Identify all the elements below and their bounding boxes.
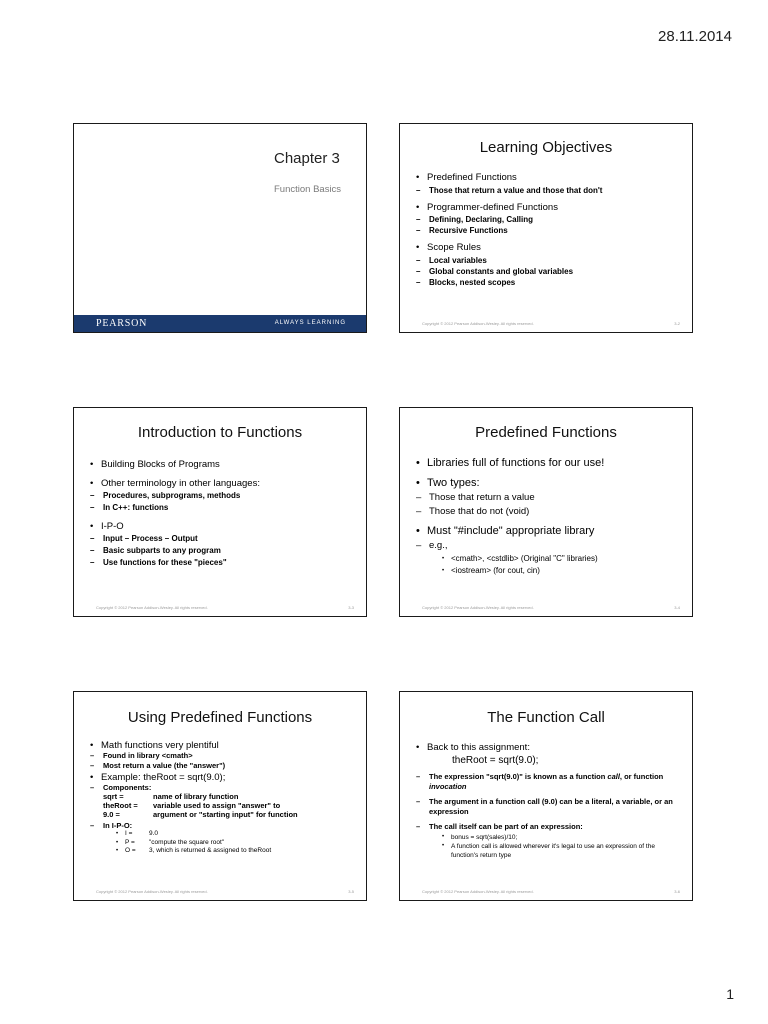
slide-body [416,172,682,288]
slide-title: Learning Objectives [479,139,613,156]
slide-title: The Function Call [487,709,605,726]
slide-number: 3-3 [348,605,354,610]
sub-sub-bullet: • <cmath>, <cstdlib> (Original "C" libraries) [442,553,682,565]
ipo-desc: 3, which is returned & assigned to theRoot [149,847,272,854]
ipo-desc: "compute the square root" [149,838,225,846]
slide-title: Introduction to Functions [137,424,303,441]
sub-bullet: – Components: [90,783,356,792]
copyright: Copyright © 2012 Pearson Addison-Wesley. All rights reserved. [96,889,208,894]
copyright: Copyright © 2012 Pearson Addison-Wesley. All rights reserved. [96,605,208,610]
slide-body [416,456,682,577]
slide-number: 3-6 [674,889,680,894]
sub-bullet [416,772,682,792]
slide-number: 3-5 [348,889,354,894]
copyright: Copyright © 2012 Pearson Addison-Wesley. All rights reserved. [422,321,534,326]
component-row [103,801,356,810]
sub-bullet: – Use functions for these "pieces" [90,557,356,569]
components-table [90,792,356,819]
copyright: Copyright © 2012 Pearson Addison-Wesley. All rights reserved. [422,605,534,610]
component-desc: name of library function [153,792,239,801]
bullet: • Programmer-defined Functions [416,202,682,215]
component-row [103,810,356,819]
slide-3 [73,407,367,617]
bullet: • Building Blocks of Programs [90,458,356,471]
text-run: , or function [619,772,664,781]
sub-bullet: – Input – Process – Output [90,533,356,545]
component-row [103,792,356,801]
bullet: • I-P-O [90,520,356,533]
slide-body [90,458,356,569]
code-line: theRoot = sqrt(9.0); [452,755,539,766]
slide-1 [73,123,367,333]
ipo-item [116,839,356,848]
print-date: 28.11.2014 [658,28,732,45]
ipo-list [90,830,356,856]
bullet: • Back to this assignment: [416,742,682,754]
slide-body [90,740,356,856]
sub-sub-bullet: • <iostream> (for cout, cin) [442,565,682,577]
sub-sub-list [416,833,682,860]
bullet: • Predefined Functions [416,172,682,185]
sub-bullet: – The argument in a function call (9.0) can be a literal, a variable, or an expression [416,797,682,817]
ipo-term: O = [125,847,136,854]
component-desc: argument or "starting input" for function [153,810,298,819]
sub-bullet: – Local variables [416,255,682,266]
sub-bullet: – Basic subparts to any program [90,545,356,557]
emphasis: invocation [429,782,467,791]
page-number: 1 [726,986,734,1002]
sub-bullet: – Global constants and global variables [416,266,682,277]
slide-5 [73,691,367,901]
slide-body [416,742,682,860]
bullet: • Two types: [416,476,682,491]
component-term: theRoot = [103,801,138,810]
sub-bullet: – Found in library <cmath> [90,751,356,761]
slide-6 [399,691,693,901]
ipo-term: P = [125,838,135,846]
ipo-term: I = [125,830,133,837]
component-desc: variable used to assign "answer" to [153,801,281,810]
sub-bullet: – e.g., [416,539,682,553]
sub-bullet: – Most return a value (the "answer") [90,761,356,771]
bullet: • Libraries full of functions for our use! [416,456,682,471]
slide-number: 3-2 [674,321,680,326]
bullet: • Other terminology in other languages: [90,477,356,490]
sub-sub-bullet: • bonus = sqrt(sales)/10; [442,833,682,842]
sub-bullet: – Defining, Declaring, Calling [416,214,682,225]
ipo-item [116,847,356,856]
slide-2 [399,123,693,333]
pearson-logo: PEARSON [96,318,148,329]
slide-subtitle: Function Basics [274,184,342,195]
component-term: 9.0 = [103,810,120,819]
sub-bullet: – Those that do not (void) [416,505,682,519]
bullet: • Example: theRoot = sqrt(9.0); [90,772,356,783]
slide-number: 3-4 [674,605,680,610]
component-term: sqrt = [103,792,124,801]
bullet: • Math functions very plentiful [90,740,356,751]
sub-bullet: – In I-P-O: [90,821,356,830]
slide-title: Using Predefined Functions [127,709,313,726]
sub-sub-list [416,553,682,577]
sub-bullet: – Those that return a value and those that don't [416,185,682,196]
sub-bullet: – Recursive Functions [416,225,682,236]
emphasis: call [607,772,620,781]
slide-title: Predefined Functions [475,424,617,441]
ipo-desc: 9.0 [149,830,159,837]
bullet: • Must "#include" appropriate library [416,524,682,539]
slide-title: Chapter 3 [274,150,340,167]
slide-4 [399,407,693,617]
bullet: • Scope Rules [416,242,682,255]
sub-bullet: – In C++: functions [90,502,356,514]
sub-sub-bullet: • A function call is allowed wherever it's legal to use an expression of the function's return type [442,842,682,860]
ipo-item [116,830,356,839]
tagline: ALWAYS LEARNING [274,320,346,326]
sub-bullet: – Blocks, nested scopes [416,277,682,288]
sub-bullet: – Procedures, subprograms, methods [90,490,356,502]
text-run: The expression "sqrt(9.0)" is known as a function [429,772,608,781]
pearson-banner [74,315,366,332]
sub-bullet: – Those that return a value [416,491,682,505]
sub-bullet: – The call itself can be part of an expression: [416,822,682,832]
copyright: Copyright © 2012 Pearson Addison-Wesley. All rights reserved. [422,889,534,894]
